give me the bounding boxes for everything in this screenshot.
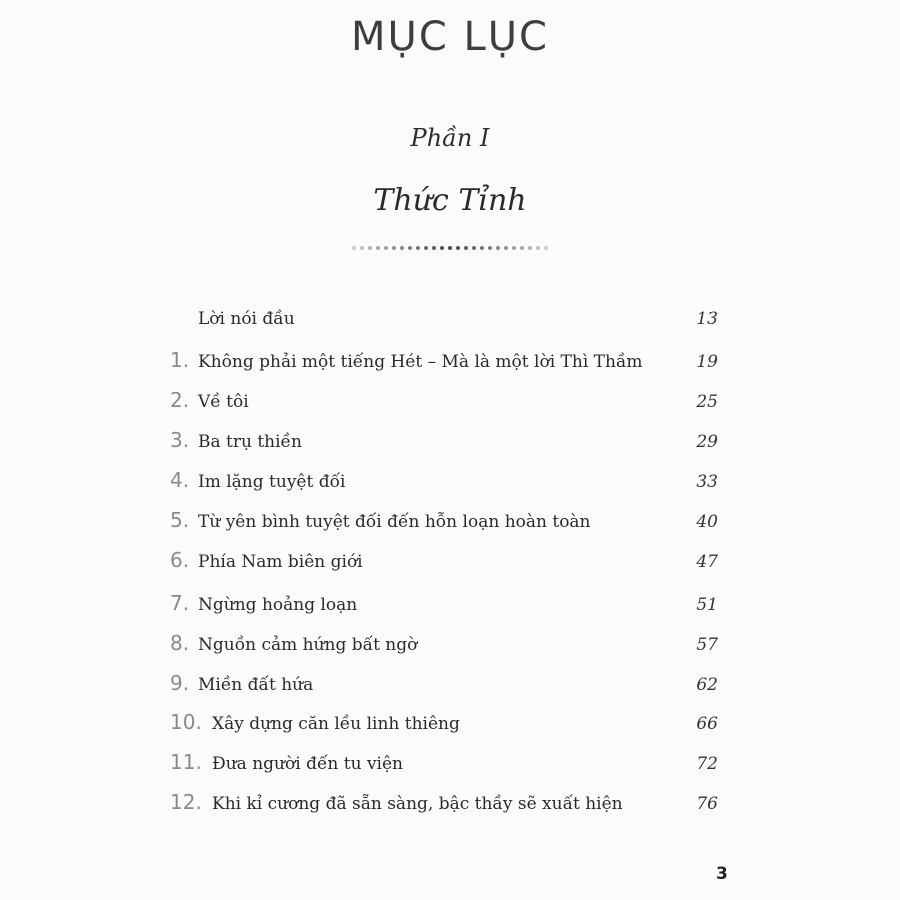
toc-entry-page: 29: [696, 432, 718, 452]
toc-entry-number: 2.: [170, 388, 190, 412]
divider-dot: [536, 246, 540, 250]
divider-dot: [520, 246, 524, 250]
toc-entry-page: 13: [696, 309, 718, 329]
toc-entry-page: 51: [696, 595, 718, 615]
toc-entry-page: 47: [696, 552, 718, 572]
toc-entry: [170, 750, 718, 778]
divider-dot: [360, 246, 364, 250]
toc-entry-title: Từ yên bình tuyệt đối đến hỗn loạn hoàn toàn: [198, 512, 591, 532]
toc-entry-number: 1.: [170, 348, 190, 372]
toc-entry-number: 11.: [170, 750, 202, 774]
toc-entry-title: Ngừng hoảng loạn: [198, 595, 358, 615]
toc-entry: [170, 631, 718, 659]
toc-entry-number: 8.: [170, 631, 190, 655]
divider-dot: [400, 246, 404, 250]
toc-entry-page: 40: [696, 512, 718, 532]
toc-entry-number: 7.: [170, 591, 190, 615]
divider-dot: [440, 246, 444, 250]
divider-dot: [528, 246, 532, 250]
toc-entry: [170, 591, 718, 619]
divider-dot: [432, 246, 436, 250]
divider-dot: [544, 246, 548, 250]
toc-entry-title: Miền đất hứa: [198, 675, 314, 695]
toc-entry-number: 3.: [170, 428, 190, 452]
divider-dot: [480, 246, 484, 250]
toc-entry-title: Im lặng tuyệt đối: [198, 472, 346, 492]
page-title: MỤC LỤC: [351, 14, 549, 60]
toc-entry: [170, 710, 718, 738]
toc-entry-title: Khi kỉ cương đã sẵn sàng, bậc thầy sẽ xuất hiện: [212, 794, 623, 814]
divider-dot: [392, 246, 396, 250]
toc-entry-number: 10.: [170, 710, 202, 734]
toc-entry-page: 62: [696, 675, 718, 695]
toc-entry-title: Nguồn cảm hứng bất ngờ: [198, 635, 418, 655]
toc-entry: [170, 309, 718, 337]
divider-dot: [408, 246, 412, 250]
toc-entry: [170, 790, 718, 818]
toc-entry-page: 25: [696, 392, 718, 412]
toc-entry-page: 72: [696, 754, 718, 774]
divider-dot: [416, 246, 420, 250]
toc-entry-title: Về tôi: [198, 392, 249, 412]
toc-entry-page: 33: [696, 472, 718, 492]
toc-entry-page: 19: [696, 352, 718, 372]
toc-entry-title: Lời nói đầu: [198, 309, 295, 329]
divider-dot: [472, 246, 476, 250]
toc-entry: [170, 468, 718, 496]
divider-dot: [424, 246, 428, 250]
divider-dot: [456, 246, 460, 250]
toc-entry-number: 6.: [170, 548, 190, 572]
divider-dot: [384, 246, 388, 250]
toc-entry-number: 5.: [170, 508, 190, 532]
toc-entry: [170, 388, 718, 416]
divider-dot: [352, 246, 356, 250]
part-label: Phần I: [410, 124, 490, 152]
toc-entry-page: 57: [696, 635, 718, 655]
divider-dot: [512, 246, 516, 250]
toc-entry-title: Phía Nam biên giới: [198, 552, 363, 572]
divider-dot: [488, 246, 492, 250]
divider-dot: [496, 246, 500, 250]
toc-entry-number: 12.: [170, 790, 202, 814]
divider-dot: [504, 246, 508, 250]
divider-dot: [464, 246, 468, 250]
toc-entry-number: 9.: [170, 671, 190, 695]
toc-entry-number: 4.: [170, 468, 190, 492]
divider-dot: [448, 246, 452, 250]
toc-entry: [170, 348, 718, 376]
divider-dot: [368, 246, 372, 250]
toc-entry: [170, 428, 718, 456]
toc-entry-title: Không phải một tiếng Hét – Mà là một lời Thì Thầm: [198, 352, 643, 372]
toc-entry-title: Đưa người đến tu viện: [212, 754, 403, 774]
part-title: Thức Tỉnh: [373, 183, 527, 218]
toc-entry-title: Ba trụ thiền: [198, 432, 302, 452]
toc-entry: [170, 671, 718, 699]
toc-entry: [170, 548, 718, 576]
decorative-dot-divider: [0, 246, 900, 250]
toc-entry-page: 76: [696, 794, 718, 814]
page-number: 3: [716, 864, 728, 884]
divider-dot: [376, 246, 380, 250]
toc-entry-title: Xây dựng căn lều linh thiêng: [212, 714, 460, 734]
toc-entry: [170, 508, 718, 536]
toc-entry-page: 66: [696, 714, 718, 734]
